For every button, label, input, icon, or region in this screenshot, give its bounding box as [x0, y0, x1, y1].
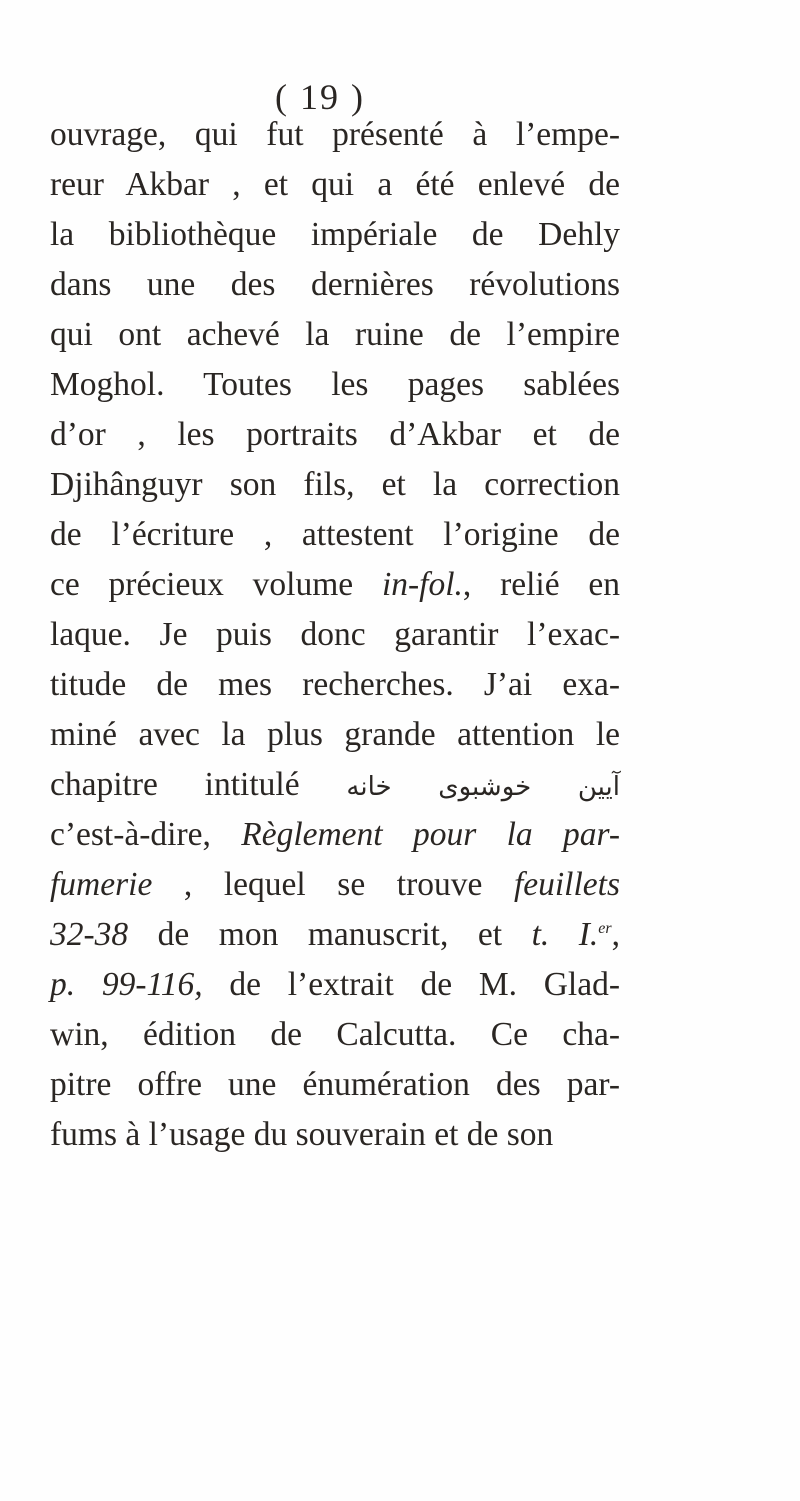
volume-ref-sup: er — [598, 919, 612, 937]
text-line-14-start: chapitre intitulé — [50, 766, 300, 803]
folio-label: feuillets — [513, 866, 621, 903]
text-line-15 — [50, 810, 620, 860]
text-line-20: pitre offre une énumération des par- — [50, 1066, 620, 1103]
text-line-17-mid: de mon manuscrit, et — [157, 916, 503, 953]
text-line-11: laque. Je puis donc garantir l’exac- — [50, 616, 620, 653]
text-line-14 — [50, 760, 620, 810]
text-line-17-end: , — [611, 916, 620, 953]
text-line-2: reur Akbar , et qui a été enlevé de — [50, 166, 620, 203]
text-line-6: Moghol. Toutes les pages sablées — [50, 366, 620, 403]
text-line-18 — [50, 960, 620, 1010]
text-line-18-end: de l’extrait de M. Glad- — [229, 966, 621, 1003]
volume-ref — [532, 916, 612, 953]
folio-range: 32-38 — [50, 916, 129, 953]
text-line-8: Djihânguyr son fils, et la correction — [50, 466, 620, 503]
text-line-10 — [50, 560, 620, 610]
text-line-4: dans une des dernières révolutions — [50, 266, 620, 303]
text-line-10-end: , relié en — [462, 566, 620, 603]
text-line-3: la bibliothèque impériale de Dehly — [50, 216, 620, 253]
body-text — [50, 110, 620, 1160]
text-line-1: ouvrage, qui fut présenté à l’empe- — [50, 116, 620, 153]
page-range: p. 99-116, — [50, 966, 203, 1003]
text-line-12: titude de mes recherches. J’ai exa- — [50, 666, 620, 703]
text-line-15-start: c’est-à-dire, — [50, 816, 211, 853]
text-line-13: miné avec la plus grande attention le — [50, 716, 620, 753]
text-line-21: fums à l’usage du souverain et de son — [50, 1116, 554, 1153]
text-line-17 — [50, 910, 620, 960]
text-line-16 — [50, 860, 620, 910]
arabic-title: آیین خوشبوی خانه — [346, 772, 620, 802]
format-italic: in-fol. — [381, 566, 463, 603]
text-line-19: win, édition de Calcutta. Ce cha- — [50, 1016, 620, 1053]
volume-ref-text: t. I. — [531, 916, 599, 953]
translated-title-end: fumerie — [50, 866, 153, 903]
text-line-5: qui ont achevé la ruine de l’empire — [50, 316, 620, 353]
text-line-7: d’or , les portraits d’Akbar et de — [50, 416, 620, 453]
text-line-9: de l’écriture , attestent l’origine de — [50, 516, 620, 553]
translated-title: Règlement pour la par- — [241, 816, 620, 853]
text-line-10-start: ce précieux volume — [50, 566, 354, 603]
page-number: ( 19 ) — [275, 77, 365, 117]
text-line-16-mid: , lequel se trouve — [183, 866, 483, 903]
